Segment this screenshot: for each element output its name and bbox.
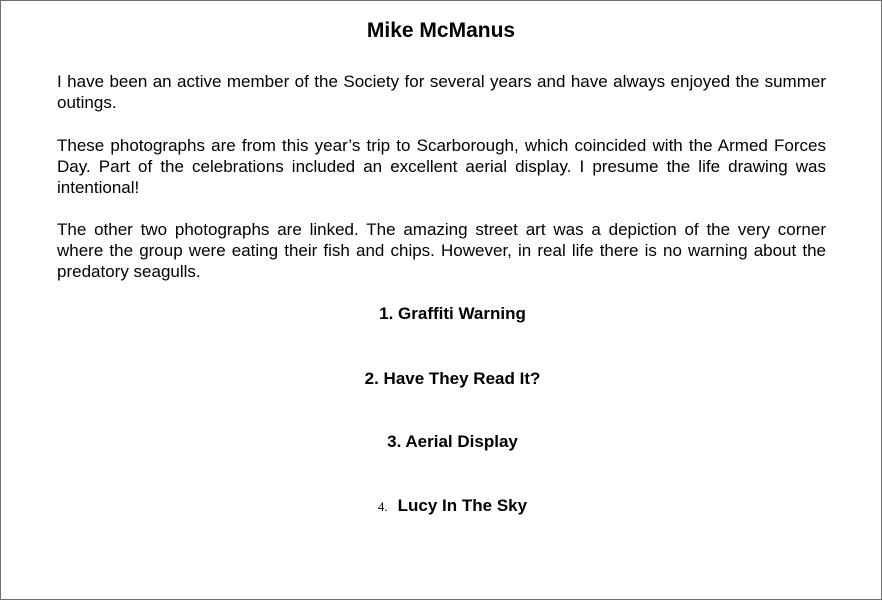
photo-list-number: 3. <box>387 432 402 451</box>
photo-list-title: Have They Read It? <box>383 369 541 388</box>
photo-list-title: Lucy In The Sky <box>397 496 528 515</box>
photo-list-number: 4. <box>377 499 388 514</box>
trip-paragraph: These photographs are from this year’s trip to Scarborough, which coincided with the Armed Forces Day. Part of the celebrations included an excellent aerial display. I presume the life drawing was intentional! <box>57 136 826 197</box>
photo-list-item <box>1 495 882 518</box>
photo-list-title: Aerial Display <box>405 432 518 451</box>
page-title: Mike McManus <box>366 19 516 42</box>
photo-list-item <box>1 368 882 390</box>
photo-list-number: 2. <box>364 369 379 388</box>
photo-list-number: 1. <box>379 304 394 323</box>
photo-list-item <box>1 431 882 453</box>
intro-paragraph: I have been an active member of the Society for several years and have always enjoyed the summer outings. <box>57 72 826 112</box>
photo-list-item <box>1 303 882 325</box>
photos-paragraph: The other two photographs are linked. The amazing street art was a depiction of the very corner where the group were eating their fish and chips. However, in real life there is no warning about the predatory seagulls. <box>57 220 826 281</box>
photo-list-title: Graffiti Warning <box>398 304 526 323</box>
